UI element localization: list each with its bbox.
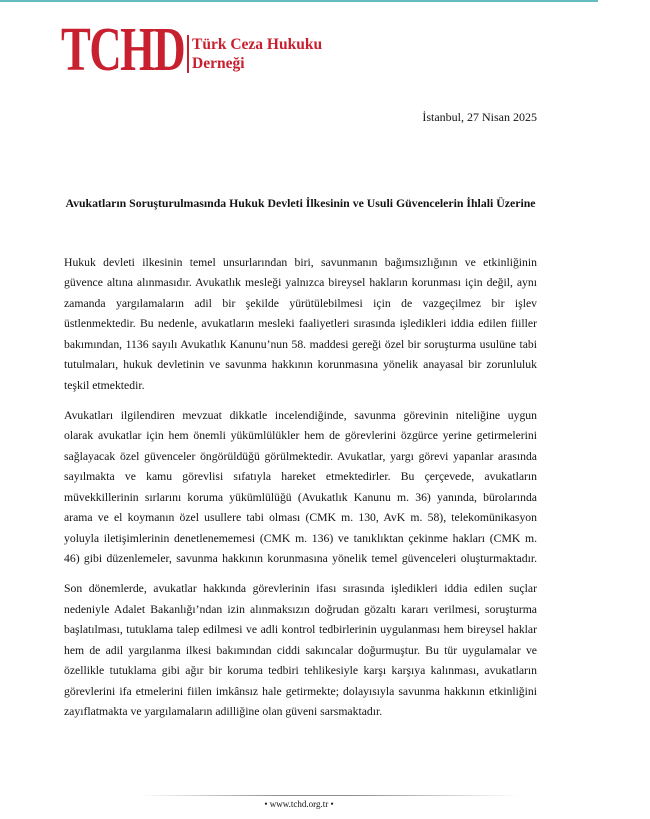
paragraph-line: nedeniyle Adalet Bakanlığı’ndan izin alınmaksızın doğrudan gözaltı kararı verilmesi, soruşturma (64, 602, 537, 616)
paragraph-line: müvekkillerinin sırlarını koruma yükümlülüğü (Avukatlık Kanunu m. 36) yanında, bürolarında (64, 490, 537, 504)
paragraph-line: bakımından, 1136 sayılı Avukatlık Kanunu’nun 58. maddesi gereği özel bir soruşturma usulüne tabi (64, 337, 537, 351)
logo-name-line2: Derneği (192, 55, 245, 72)
logo-name (192, 35, 322, 73)
paragraph-line: Hukuk devleti ilkesinin temel unsurlarından biri, savunmanın bağımsızlığının ve etkinliğinin (64, 255, 537, 269)
tchd-logo (0, 0, 340, 90)
logo-separator (187, 35, 189, 73)
document-body (64, 253, 537, 733)
paragraph-line: zamanda yargılamaların adil bir şekilde yürütülebilmesi için de vazgeçilmez bir işlev (64, 296, 537, 310)
paragraph (64, 579, 537, 723)
paragraph-line: Son dönemlerde, avukatlar hakkında görevlerinin ifası sırasında işledikleri iddia edilen suçlar (64, 582, 537, 596)
footer-rule (140, 795, 520, 796)
paragraph-line: üstlenmektedir. Bu nedenle, avukatların mesleki faaliyetleri sırasında işledikleri iddia edilen fiiller (64, 317, 537, 331)
paragraph-line: yoluyla iletişimlerinin denetlenememesi (CMK m. 136) ve tanıklıktan çekinme hakları (CMK m. (64, 531, 537, 545)
paragraph-line: teşkil etmektedir. (64, 378, 145, 392)
paragraph (64, 253, 537, 397)
document-date: İstanbul, 27 Nisan 2025 (422, 110, 537, 124)
paragraph-line: zayıflatmakta ve yargılamaların adilliğine olan güveni sarsmaktadır. (64, 705, 383, 719)
document-title: Avukatların Soruşturulmasında Hukuk Devleti İlkesinin ve Usuli Güvencelerin İhlali Üzerine (65, 196, 536, 210)
footer-website: • www.tchd.org.tr • (264, 799, 334, 809)
paragraph-line: 46) gibi düzenlemeler, savunma hakkının korunmasına yönelik temel güvenceleri oluşturmaktadır. (64, 552, 537, 566)
paragraph (64, 406, 537, 570)
paragraph-line: güvence altına alınmasıdır. Avukatlık mesleği yalnızca bireysel hakların korunması için değil, aynı (64, 276, 537, 290)
paragraph-line: olarak avukatlar için hem önemli yükümlülükler hem de görevlerini özgürce yerine getirmelerini (64, 429, 537, 443)
paragraph-line: başlatılması, tutuklama talep edilmesi ve adli kontrol tedbirlerinin uygulanması hem bireysel haklar (64, 623, 537, 637)
paragraph-line: sayılmakta ve kamu görevlisi sıfatıyla hareket etmektedirler. Bu çerçevede, avukatların (64, 470, 537, 484)
paragraph-line: hem de adil yargılanma ilkesi bakımından ciddi sakıncalar doğurmuştur. Bu tür uygulamalar ve (64, 643, 537, 657)
paragraph-line: arama ve el koymanın özel usullere tabi olması (CMK m. 130, AvK m. 58), telekomünikasyon (64, 511, 537, 525)
paragraph-line: Avukatları ilgilendiren mevzuat dikkatle incelendiğinde, savunma görevinin niteliğine uygun (64, 408, 537, 422)
paragraph-line: özellikle tutuklama gibi ağır bir koruma tedbiri tehlikesiyle karşı karşıya kalınması, avukatların (64, 664, 537, 678)
paragraph-line: tutulmaları, hukuk devletinin ve savunma hakkının korunmasına yönelik anayasal bir zorunluluk (64, 358, 537, 372)
paragraph-line: görevlerini ifa etmelerini fiilen imkânsız hale getirmekte; dolayısıyla savunma hakkının etkinliğini (64, 684, 537, 698)
logo-acronym: TCHD (61, 16, 185, 84)
paragraph-line: sağlayacak özel güvenceler öngörüldüğü görülmektedir. Avukatlar, yargı görevi yapanlar arasında (64, 449, 537, 463)
logo-name-line1: Türk Ceza Hukuku (192, 36, 323, 53)
